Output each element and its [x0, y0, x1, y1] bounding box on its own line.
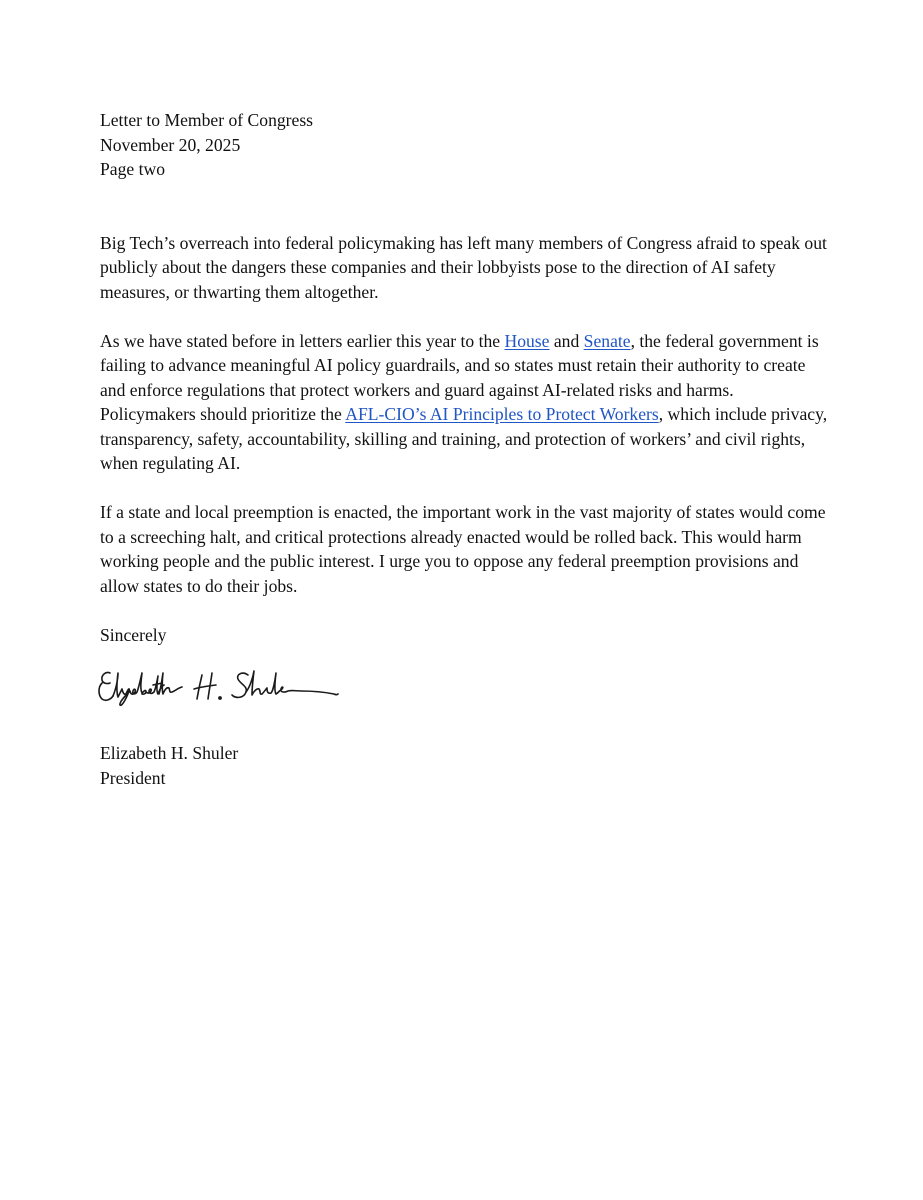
signer-block: [100, 741, 830, 790]
paragraph-2-text-1: As we have stated before in letters earlier this year to the: [100, 330, 505, 351]
paragraph-2: [100, 329, 830, 476]
ai-principles-link[interactable]: AFL-CIO’s AI Principles to Protect Workers: [345, 404, 659, 424]
letter-header: [100, 108, 830, 182]
date-line: November 20, 2025: [100, 134, 241, 155]
recipient-line: Letter to Member of Congress: [100, 110, 314, 130]
paragraph-3: If a state and local preemption is enacted, the important work in the vast majority of states would come to a screeching halt, and critical protections already enacted would be rolled back. This would harm working people and the public interest. I urge you to oppose any federal preemption provisions and allow states to do their jobs.: [100, 502, 826, 596]
paragraph-1: Big Tech’s overreach into federal policymaking has left many members of Congress afraid to speak out publicly about the dangers these companies and their lobbyists pose to the direction of AI safety measures, or thwarting them altogether.: [100, 232, 827, 302]
paragraph-2-text-2: and: [549, 330, 584, 351]
house-link[interactable]: House: [504, 330, 550, 351]
letter-body: [100, 108, 830, 790]
signer-name: Elizabeth H. Shuler: [100, 743, 239, 763]
handwritten-signature: [96, 661, 830, 713]
paragraph-2-text-3: , the federal government is failing to advance meaningful AI policy guardrails, and so states must retain their authority to create and enforce regulations that protect workers and guard against AI-related risks and harms. Policymakers should prioritize the: [100, 330, 819, 424]
page-number-line: Page two: [100, 159, 165, 179]
senate-link[interactable]: Senate: [583, 330, 631, 351]
paragraph-2-text-4: , which include privacy, transparency, safety, accountability, skilling and training, and protection of workers’ and civil rights, when regulating AI.: [100, 404, 828, 473]
closing-salutation: Sincerely: [100, 624, 167, 645]
signer-title: President: [100, 767, 166, 788]
